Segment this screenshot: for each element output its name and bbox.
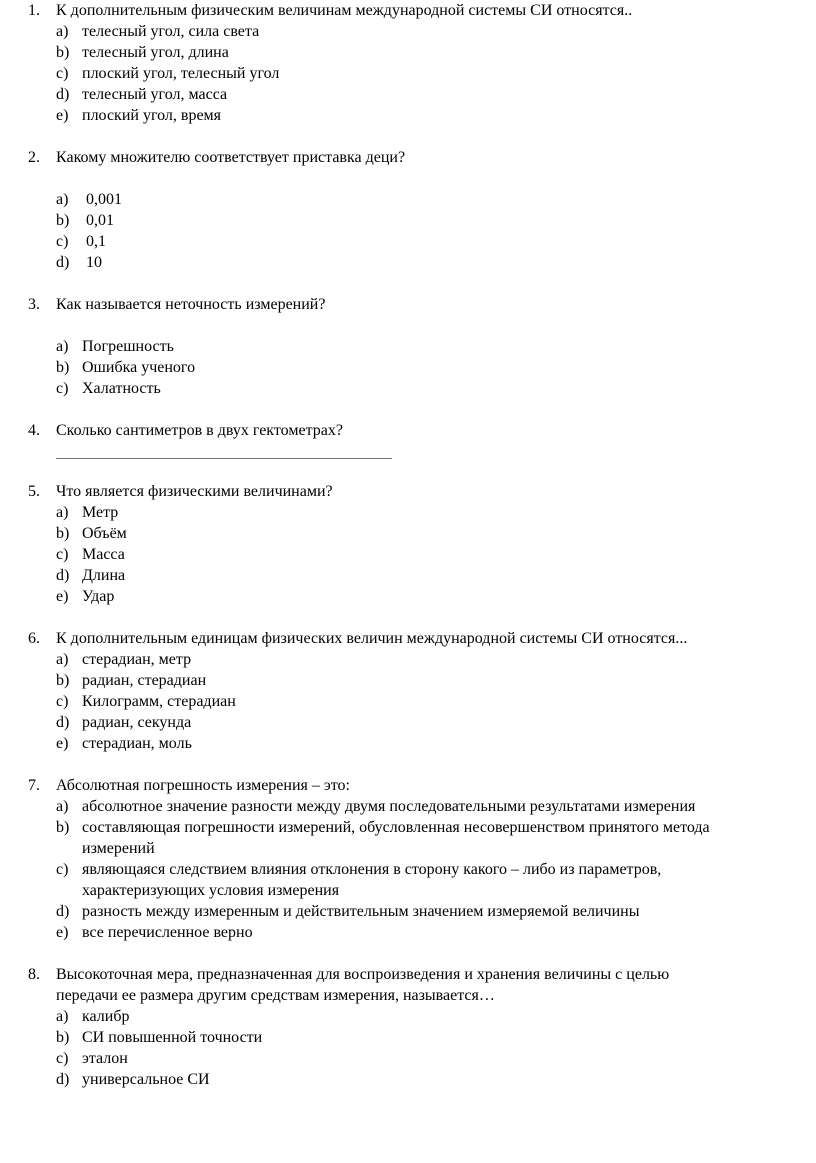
question-number: 3. [28,296,40,313]
option-label: a) [56,23,69,40]
option-text: являющаяся следствием влияния отклонения в сторону какого – либо из параметров, [82,861,662,878]
option-text: разность между измеренным и действительным значением измеряемой величины [82,903,640,920]
option-label: d) [56,254,70,271]
question-text: К дополнительным единицам физических величин международной системы СИ относятся... [56,630,688,647]
option-label: d) [56,903,70,920]
option-label: c) [56,65,69,82]
option-text: Халатность [82,380,161,397]
option-label: d) [56,1071,70,1088]
option-text: СИ повышенной точности [82,1029,263,1046]
option-text: 10 [86,254,102,271]
option-label: b) [56,212,70,229]
question-number: 4. [28,422,40,439]
option-text: составляющая погрешности измерений, обусловленная несовершенством принятого метода [82,819,710,836]
option-text: плоский угол, телесный угол [82,65,280,82]
question-text: Сколько сантиметров в двух гектометрах? [56,422,343,439]
option-label: b) [56,525,70,542]
question-text: Что является физическими величинами? [56,483,333,500]
option-text: Длина [82,567,126,584]
option-text: эталон [82,1050,128,1067]
option-text: Удар [82,588,115,605]
option-label: d) [56,567,70,584]
option-label: a) [56,651,69,668]
option-text: радиан, стерадиан [82,672,207,689]
option-label: a) [56,1008,69,1025]
option-text: 0,01 [86,212,114,229]
option-text: Погрешность [82,338,174,355]
option-label: e) [56,107,69,124]
option-text: 0,001 [86,191,122,208]
option-text: Ошибка ученого [82,359,196,376]
option-label: b) [56,1029,70,1046]
question-text: Абсолютная погрешность измерения – это: [56,777,350,794]
option-label: e) [56,924,69,941]
option-label: a) [56,338,69,355]
question-text: Высокоточная мера, предназначенная для воспроизведения и хранения величины с целью [56,966,670,983]
option-text: стерадиан, моль [82,735,192,752]
option-text: калибр [82,1008,130,1025]
question-number: 1. [28,2,40,19]
option-text: стерадиан, метр [82,651,192,668]
option-label: b) [56,44,70,61]
option-text: телесный угол, сила света [82,23,260,40]
option-text: телесный угол, масса [82,86,228,103]
answer-blank-line[interactable] [56,458,392,459]
option-text: универсальное СИ [82,1071,210,1088]
question-number: 7. [28,777,40,794]
option-text: плоский угол, время [82,107,222,124]
question-number: 2. [28,149,40,166]
option-text: Метр [82,504,119,521]
option-label: c) [56,861,69,878]
option-text: радиан, секунда [82,714,192,731]
option-label: d) [56,714,70,731]
option-text: 0,1 [86,233,106,250]
question-text: Как называется неточность измерений? [56,296,326,313]
option-label: c) [56,693,69,710]
option-label: e) [56,588,69,605]
option-label: a) [56,504,69,521]
option-label: c) [56,233,69,250]
question-number: 8. [28,966,40,983]
option-label: b) [56,819,70,836]
option-text: Объём [82,525,127,542]
option-label: c) [56,380,69,397]
option-text: телесный угол, длина [82,44,229,61]
question-number: 5. [28,483,40,500]
option-label: a) [56,191,69,208]
option-text: абсолютное значение разности между двумя последовательными результатами измерения [82,798,696,815]
option-text-continued: характеризующих условия измерения [82,882,340,899]
question-text-continued: передачи ее размера другим средствам измерения, называется… [56,987,495,1004]
question-number: 6. [28,630,40,647]
option-text: Масса [82,546,125,563]
option-label: e) [56,735,69,752]
option-label: b) [56,672,70,689]
question-text: К дополнительным физическим величинам международной системы СИ относятся.. [56,2,633,19]
question-text: Какому множителю соответствует приставка деци? [56,149,406,166]
option-label: d) [56,86,70,103]
option-label: a) [56,798,69,815]
option-text-continued: измерений [82,840,155,857]
option-label: c) [56,1050,69,1067]
option-label: b) [56,359,70,376]
option-text: все перечисленное верно [82,924,253,941]
option-text: Килограмм, стерадиан [82,693,236,710]
option-label: c) [56,546,69,563]
